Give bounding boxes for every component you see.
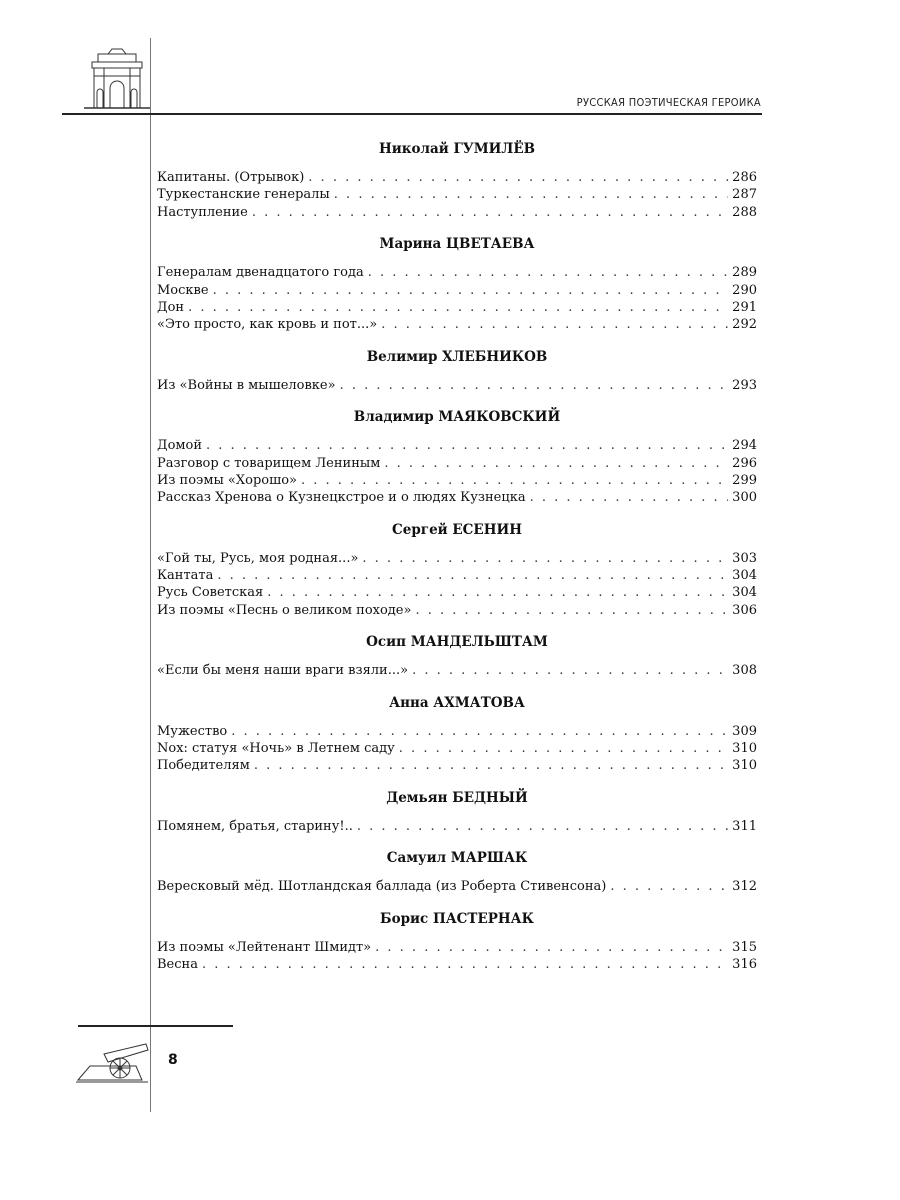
author-heading: Владимир МАЯКОВСКИЙ [353, 409, 561, 426]
entry-title: Победителям [157, 758, 250, 774]
toc-entry [157, 550, 757, 567]
toc-section [157, 234, 757, 334]
toc-entry [157, 878, 757, 895]
entry-page-number: 310 [732, 741, 757, 757]
author-heading: Самуил МАРШАК [386, 850, 528, 867]
entry-page-number: 309 [732, 723, 757, 739]
entry-title: Из поэмы «Хорошо» [157, 472, 297, 488]
toc-entry [157, 956, 757, 973]
page-number: 8 [168, 1052, 178, 1068]
triumphal-arch-icon [84, 46, 150, 112]
entry-title: «Гой ты, Русь, моя родная...» [157, 550, 359, 566]
dot-leader [213, 282, 729, 299]
entry-title: Москве [157, 282, 209, 298]
entry-page-number: 300 [732, 490, 757, 506]
entry-title: Дон [157, 299, 185, 315]
toc-entry [157, 186, 757, 203]
entry-title: Из поэмы «Лейтенант Шмидт» [157, 939, 372, 955]
toc-section [157, 693, 757, 775]
entry-page-number: 291 [732, 299, 757, 315]
dot-leader [357, 818, 728, 835]
toc-section [157, 139, 757, 221]
author-heading: Борис ПАСТЕРНАК [380, 910, 534, 927]
entry-page-number: 294 [732, 438, 757, 454]
dot-leader [530, 489, 729, 506]
footer-rule [78, 1025, 233, 1027]
toc-section [157, 848, 757, 895]
toc-entry [157, 377, 757, 394]
author-heading: Сергей ЕСЕНИН [392, 521, 522, 538]
entry-page-number: 303 [732, 550, 757, 566]
author-heading: Осип МАНДЕЛЬШТАМ [366, 634, 548, 651]
dot-leader [206, 437, 728, 454]
dot-leader [362, 550, 728, 567]
entry-title: Рассказ Хренова о Кузнецкстрое и о людях Кузнецка [157, 490, 526, 506]
entry-page-number: 316 [732, 956, 757, 972]
toc-entry [157, 316, 757, 333]
dot-leader [610, 878, 728, 895]
entry-title: Разговор с товарищем Лениным [157, 455, 381, 471]
dot-leader [267, 584, 728, 601]
dot-leader [399, 740, 728, 757]
toc-section [157, 788, 757, 835]
entry-page-number: 287 [732, 187, 757, 203]
entry-title: «Это просто, как кровь и пот...» [157, 317, 378, 333]
dot-leader [381, 316, 728, 333]
entry-page-number: 292 [732, 317, 757, 333]
table-of-contents [157, 139, 757, 986]
entry-page-number: 308 [732, 663, 757, 679]
dot-leader [252, 204, 728, 221]
author-heading: Марина ЦВЕТАЕВА [379, 236, 535, 253]
toc-section [157, 347, 757, 394]
dot-leader [384, 455, 728, 472]
toc-section [157, 632, 757, 679]
dot-leader [415, 602, 728, 619]
dot-leader [368, 264, 728, 281]
entry-page-number: 304 [732, 585, 757, 601]
entry-page-number: 304 [732, 568, 757, 584]
entry-page-number: 296 [732, 455, 757, 471]
toc-entry [157, 169, 757, 186]
entry-title: Nox: статуя «Ночь» в Летнем саду [157, 741, 395, 757]
author-heading: Анна АХМАТОВА [389, 694, 525, 711]
entry-title: Из поэмы «Песнь о великом походе» [157, 602, 412, 618]
entry-title: «Если бы меня наши враги взяли...» [157, 663, 409, 679]
dot-leader [334, 186, 728, 203]
entry-title: Мужество [157, 723, 228, 739]
toc-entry [157, 584, 757, 601]
toc-entry [157, 282, 757, 299]
toc-entry [157, 264, 757, 281]
entry-title: Русь Советская [157, 585, 264, 601]
entry-page-number: 306 [732, 602, 757, 618]
toc-entry [157, 757, 757, 774]
toc-entry [157, 723, 757, 740]
entry-page-number: 289 [732, 265, 757, 281]
entry-title: Помянем, братья, старину!.. [157, 818, 353, 834]
dot-leader [231, 723, 728, 740]
dot-leader [308, 169, 728, 186]
toc-entry [157, 299, 757, 316]
dot-leader [375, 939, 728, 956]
toc-entry [157, 740, 757, 757]
entry-page-number: 311 [732, 818, 757, 834]
toc-entry [157, 567, 757, 584]
cannon-icon [76, 1036, 156, 1086]
entry-title: Из «Войны в мышеловке» [157, 377, 336, 393]
toc-entry [157, 489, 757, 506]
dot-leader [254, 757, 728, 774]
toc-entry [157, 602, 757, 619]
dot-leader [340, 377, 729, 394]
entry-page-number: 310 [732, 758, 757, 774]
entry-title: Капитаны. (Отрывок) [157, 170, 305, 185]
author-heading: Демьян БЕДНЫЙ [386, 789, 528, 806]
entry-title: Весна [157, 956, 198, 972]
margin-vertical-rule [150, 38, 151, 1112]
entry-page-number: 315 [732, 939, 757, 955]
entry-page-number: 299 [732, 472, 757, 488]
toc-section [157, 909, 757, 974]
entry-page-number: 312 [732, 879, 757, 895]
entry-page-number: 293 [732, 377, 757, 393]
toc-entry [157, 818, 757, 835]
toc-section [157, 407, 757, 507]
dot-leader [301, 472, 728, 489]
toc-entry [157, 204, 757, 221]
dot-leader [412, 662, 728, 679]
running-header-title: РУССКАЯ ПОЭТИЧЕСКАЯ ГЕРОИКА [576, 96, 761, 109]
entry-page-number: 288 [732, 204, 757, 220]
entry-title: Домой [157, 438, 202, 454]
author-heading: Велимир ХЛЕБНИКОВ [366, 348, 548, 365]
entry-title: Кантата [157, 568, 214, 584]
toc-entry [157, 662, 757, 679]
toc-entry [157, 437, 757, 454]
dot-leader [188, 299, 728, 316]
entry-title: Наступление [157, 204, 248, 220]
toc-section [157, 520, 757, 620]
header-rule [62, 113, 762, 115]
author-heading: Николай ГУМИЛЁВ [378, 141, 536, 157]
entry-page-number: 290 [732, 282, 757, 298]
toc-entry [157, 472, 757, 489]
toc-entry [157, 455, 757, 472]
entry-title: Вересковый мёд. Шотландская баллада (из Роберта Стивенсона) [157, 879, 607, 895]
dot-leader [217, 567, 728, 584]
entry-title: Генералам двенадцатого года [157, 265, 364, 281]
toc-entry [157, 939, 757, 956]
dot-leader [202, 956, 728, 973]
entry-page-number: 286 [732, 170, 757, 185]
entry-title: Туркестанские генералы [157, 187, 330, 203]
